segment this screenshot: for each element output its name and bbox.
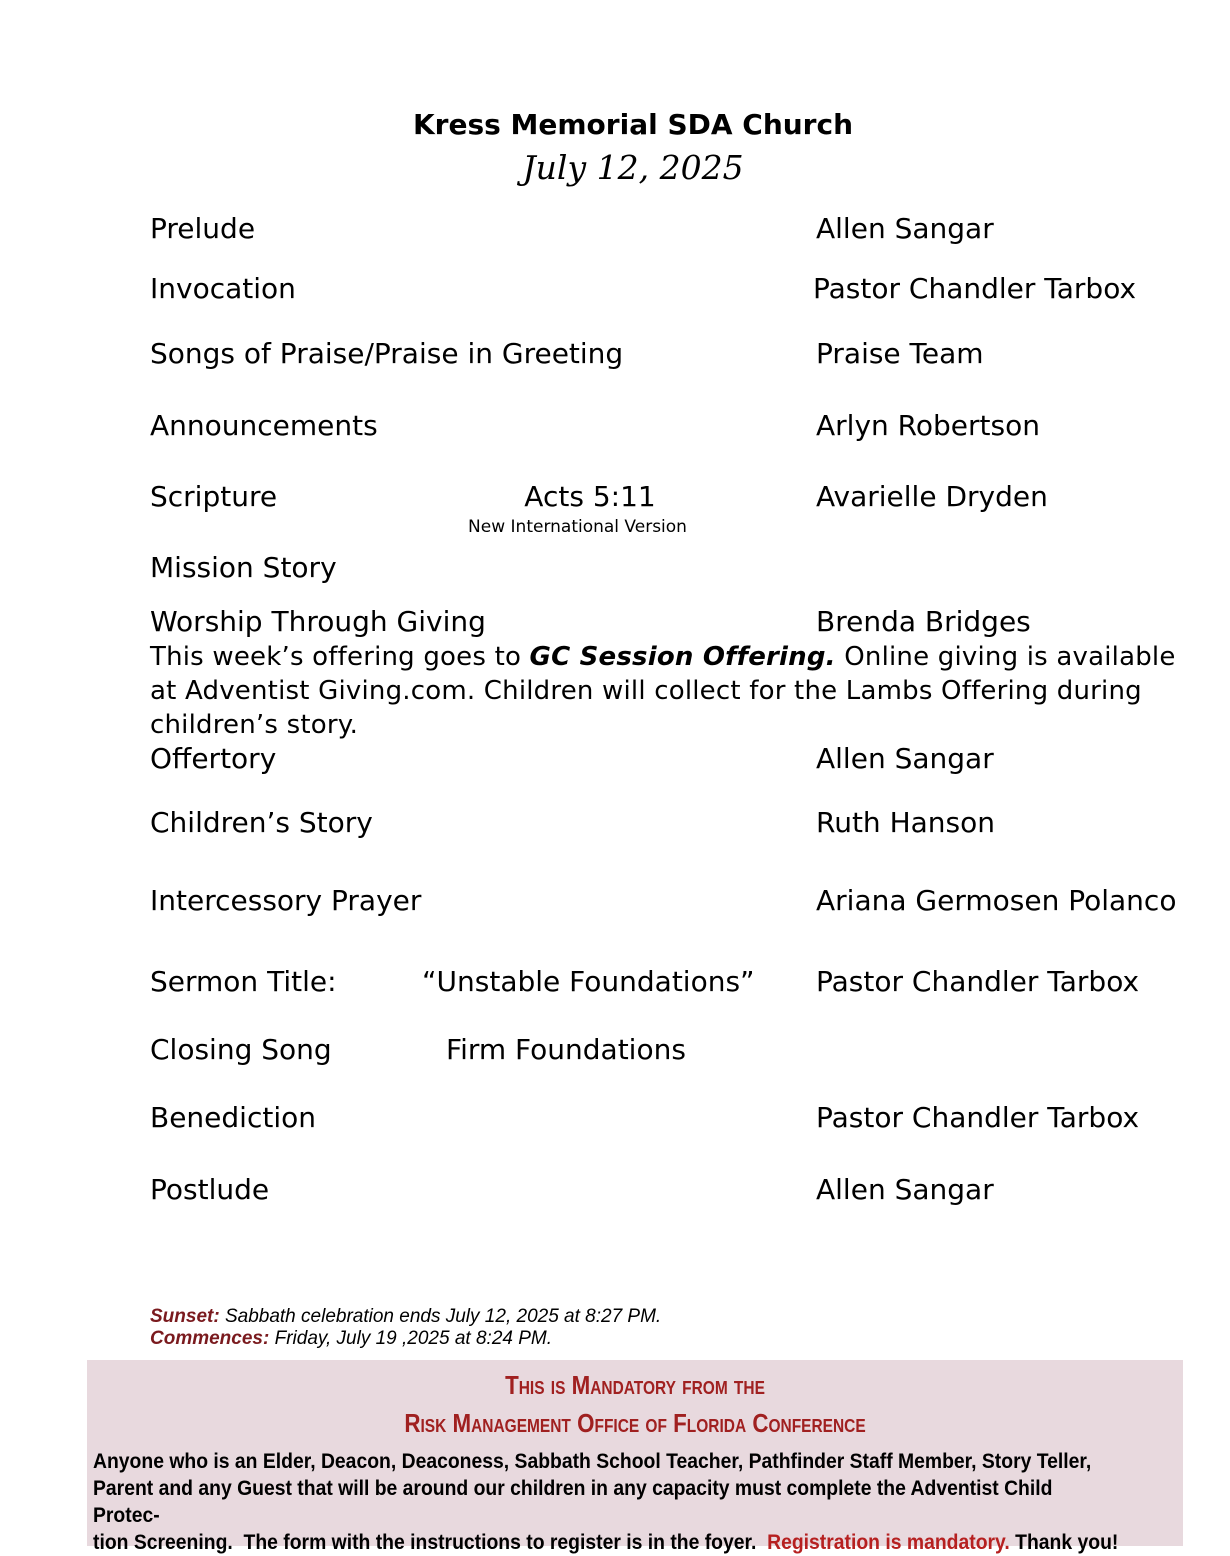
- notice-thanks: Thank you!: [1009, 1530, 1119, 1554]
- sunset-text: Sabbath celebration ends July 12, 2025 at 8:27 PM.: [219, 1306, 662, 1327]
- giving-label: Worship Through Giving: [150, 605, 486, 638]
- songs-person: Praise Team: [816, 337, 984, 370]
- offertory-label: Offertory: [150, 742, 277, 775]
- sunset-label: Sunset:: [150, 1306, 220, 1327]
- notice-heading-1: This is Mandatory from the: [505, 1370, 765, 1400]
- offertory-person: Allen Sangar: [816, 742, 994, 775]
- commences-line: [150, 1328, 552, 1350]
- closing-song-label: Closing Song: [150, 1033, 332, 1066]
- child-protection-notice: [87, 1360, 1183, 1554]
- notice-heading-2: Risk Management Office of Florida Conference: [404, 1408, 866, 1438]
- benediction-label: Benediction: [150, 1101, 316, 1134]
- notice-line-1: Anyone who is an Elder, Deacon, Deaconess, Sabbath School Teacher, Pathfinder Staff Member, Story Teller,: [93, 1449, 1092, 1473]
- postlude-label: Postlude: [150, 1173, 270, 1206]
- sermon-label: Sermon Title:: [150, 965, 337, 998]
- notice-line-2: Parent and any Guest that will be around our children in any capacity must complete the Adventist Child Protec-: [93, 1476, 1053, 1527]
- invocation-label: Invocation: [150, 272, 296, 305]
- notice-body: [93, 1448, 1119, 1556]
- registration-mandatory: Registration is mandatory.: [767, 1530, 1010, 1554]
- closing-song-title: Firm Foundations: [446, 1033, 686, 1066]
- offering-note: [150, 640, 1200, 742]
- church-name: Kress Memorial SDA Church: [412, 108, 854, 141]
- sermon-title: “Unstable Foundations”: [422, 965, 755, 998]
- prelude-person: Allen Sangar: [816, 212, 994, 245]
- invocation-person: Pastor Chandler Tarbox: [813, 272, 1137, 305]
- mission-story-label: Mission Story: [150, 551, 337, 584]
- giving-person: Brenda Bridges: [816, 605, 1031, 638]
- childrens-story-person: Ruth Hanson: [816, 806, 995, 839]
- sunset-line: [150, 1306, 661, 1328]
- scripture-person: Avarielle Dryden: [816, 480, 1048, 513]
- notice-line-3-text: tion Screening. The form with the instructions to register is in the foyer.: [93, 1530, 768, 1554]
- offering-highlight: GC Session Offering.: [529, 642, 836, 672]
- childrens-story-label: Children’s Story: [150, 806, 373, 839]
- sermon-person: Pastor Chandler Tarbox: [816, 965, 1140, 998]
- announcements-person: Arlyn Robertson: [816, 409, 1040, 442]
- postlude-person: Allen Sangar: [816, 1173, 994, 1206]
- benediction-person: Pastor Chandler Tarbox: [816, 1101, 1140, 1134]
- scripture-label: Scripture: [150, 480, 278, 513]
- prelude-label: Prelude: [150, 212, 256, 245]
- scripture-reference: Acts 5:11: [524, 480, 656, 513]
- prayer-person: Ariana Germosen Polanco: [816, 884, 1177, 917]
- offering-note-before: This week’s offering goes to: [150, 642, 530, 672]
- songs-label: Songs of Praise/Praise in Greeting: [150, 337, 624, 370]
- offering-note-after: Online giving is available at Adventist Giving.com. Children will collect for the Lambs Offering during children’s story.: [150, 642, 1176, 740]
- service-date: July 12, 2025: [522, 148, 744, 187]
- commences-text: Friday, July 19 ,2025 at 8:24 PM.: [269, 1328, 553, 1349]
- scripture-version: New International Version: [468, 517, 687, 537]
- commences-label: Commences:: [150, 1328, 270, 1349]
- announcements-label: Announcements: [150, 409, 378, 442]
- prayer-label: Intercessory Prayer: [150, 884, 422, 917]
